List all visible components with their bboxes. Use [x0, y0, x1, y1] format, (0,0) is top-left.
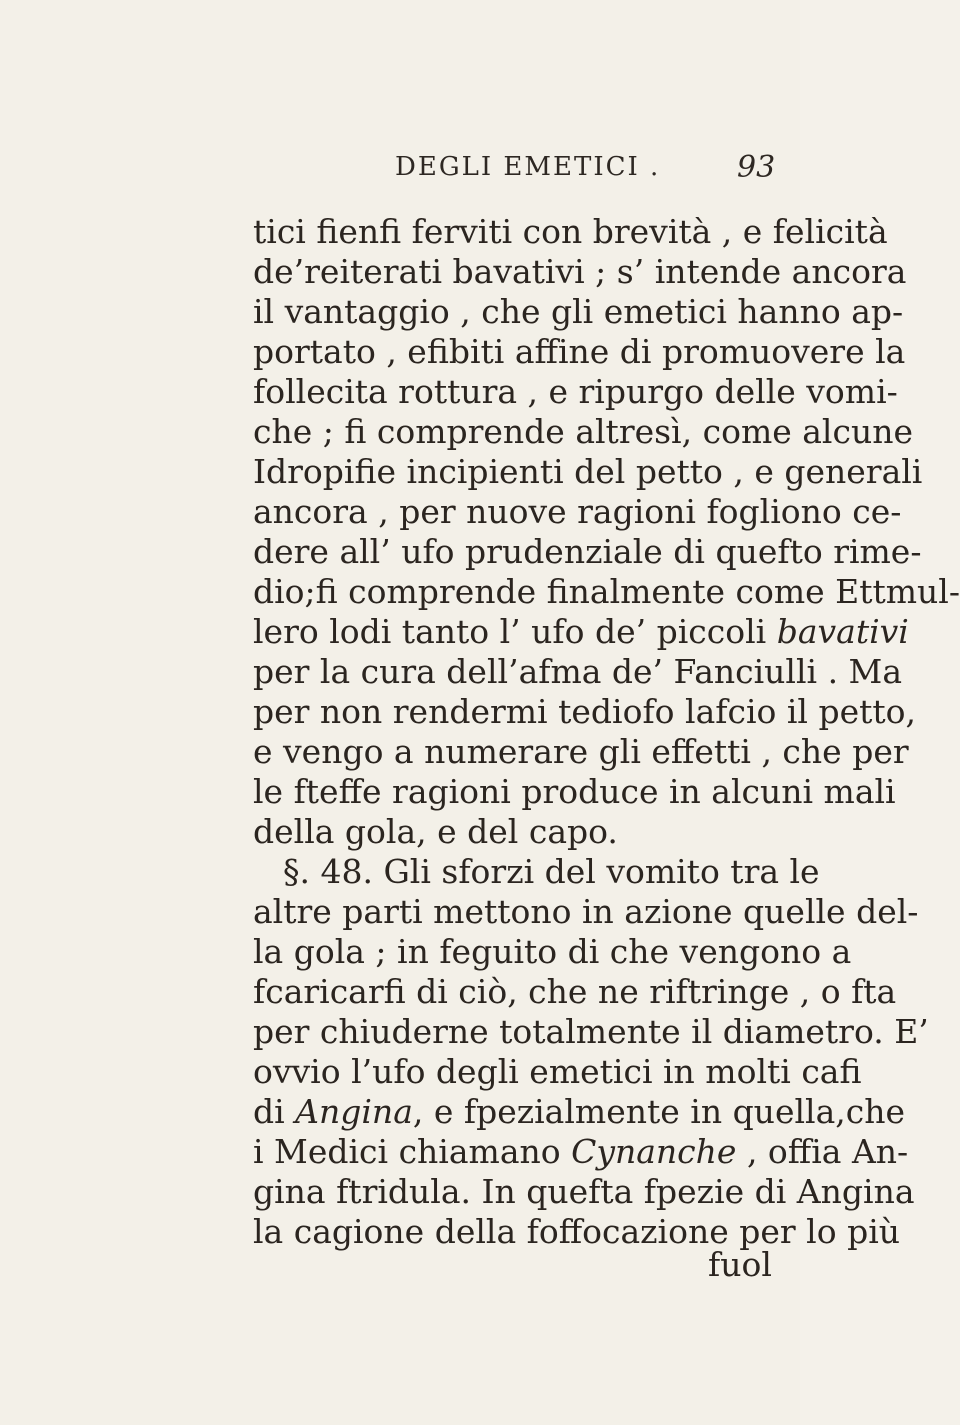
text-line: portato , efibiti affine di promuovere la [253, 332, 906, 371]
running-head: DEGLI EMETICI . [395, 152, 661, 182]
text-line: ancora , per nuove ragioni fogliono ce- [253, 492, 902, 531]
text-line: Idropifie incipienti del petto , e generali [253, 452, 923, 491]
page-number: 93 [737, 150, 776, 185]
text-line: per non rendermi tediofo lafcio il petto, [253, 692, 916, 731]
text-line: della gola, e del capo. [253, 812, 618, 851]
text-line: le fteffe ragioni produce in alcuni mali [253, 772, 896, 811]
text-line: che ; fi comprende altresì, come alcune [253, 412, 913, 451]
text-line: altre parti mettono in azione quelle del- [253, 892, 919, 931]
catchword: fuol [708, 1245, 772, 1284]
text-line: e vengo a numerare gli effetti , che per [253, 732, 909, 771]
text-line: dio;fi comprende finalmente come Ettmul- [253, 572, 960, 611]
text-line: gina ftridula. In quefta fpezie di Angina [253, 1172, 915, 1211]
text-line: per la cura dell’afma de’ Fanciulli . Ma [253, 652, 903, 691]
section-heading-line: §. 48. Gli sforzi del vomito tra le [283, 852, 820, 891]
text-line: la cagione della foffocazione per lo più [253, 1212, 901, 1251]
text-line: fcaricarfi di ciò, che ne riftringe , o fta [253, 972, 897, 1011]
text-line: ovvio l’ufo degli emetici in molti cafi [253, 1052, 862, 1091]
text-line: per chiuderne totalmente il diametro. E’ [253, 1012, 929, 1051]
text-line: di Angina, e fpezialmente in quella,che [253, 1092, 906, 1131]
text-line: lero lodi tanto l’ ufo de’ piccoli bavativi [253, 612, 909, 651]
text-line: tici fienfi ferviti con brevità , e felicità [253, 212, 888, 251]
text-line: il vantaggio , che gli emetici hanno ap- [253, 292, 904, 331]
text-line: i Medici chiamano Cynanche , offia An- [253, 1132, 909, 1171]
text-line: la gola ; in feguito di che vengono a [253, 932, 852, 971]
text-line: dere all’ ufo prudenziale di quefto rime- [253, 532, 922, 571]
text-line: de’reiterati bavativi ; s’ intende ancora [253, 252, 907, 291]
page-header [0, 150, 800, 190]
text-line: follecita rottura , e ripurgo delle vomi- [253, 372, 898, 411]
